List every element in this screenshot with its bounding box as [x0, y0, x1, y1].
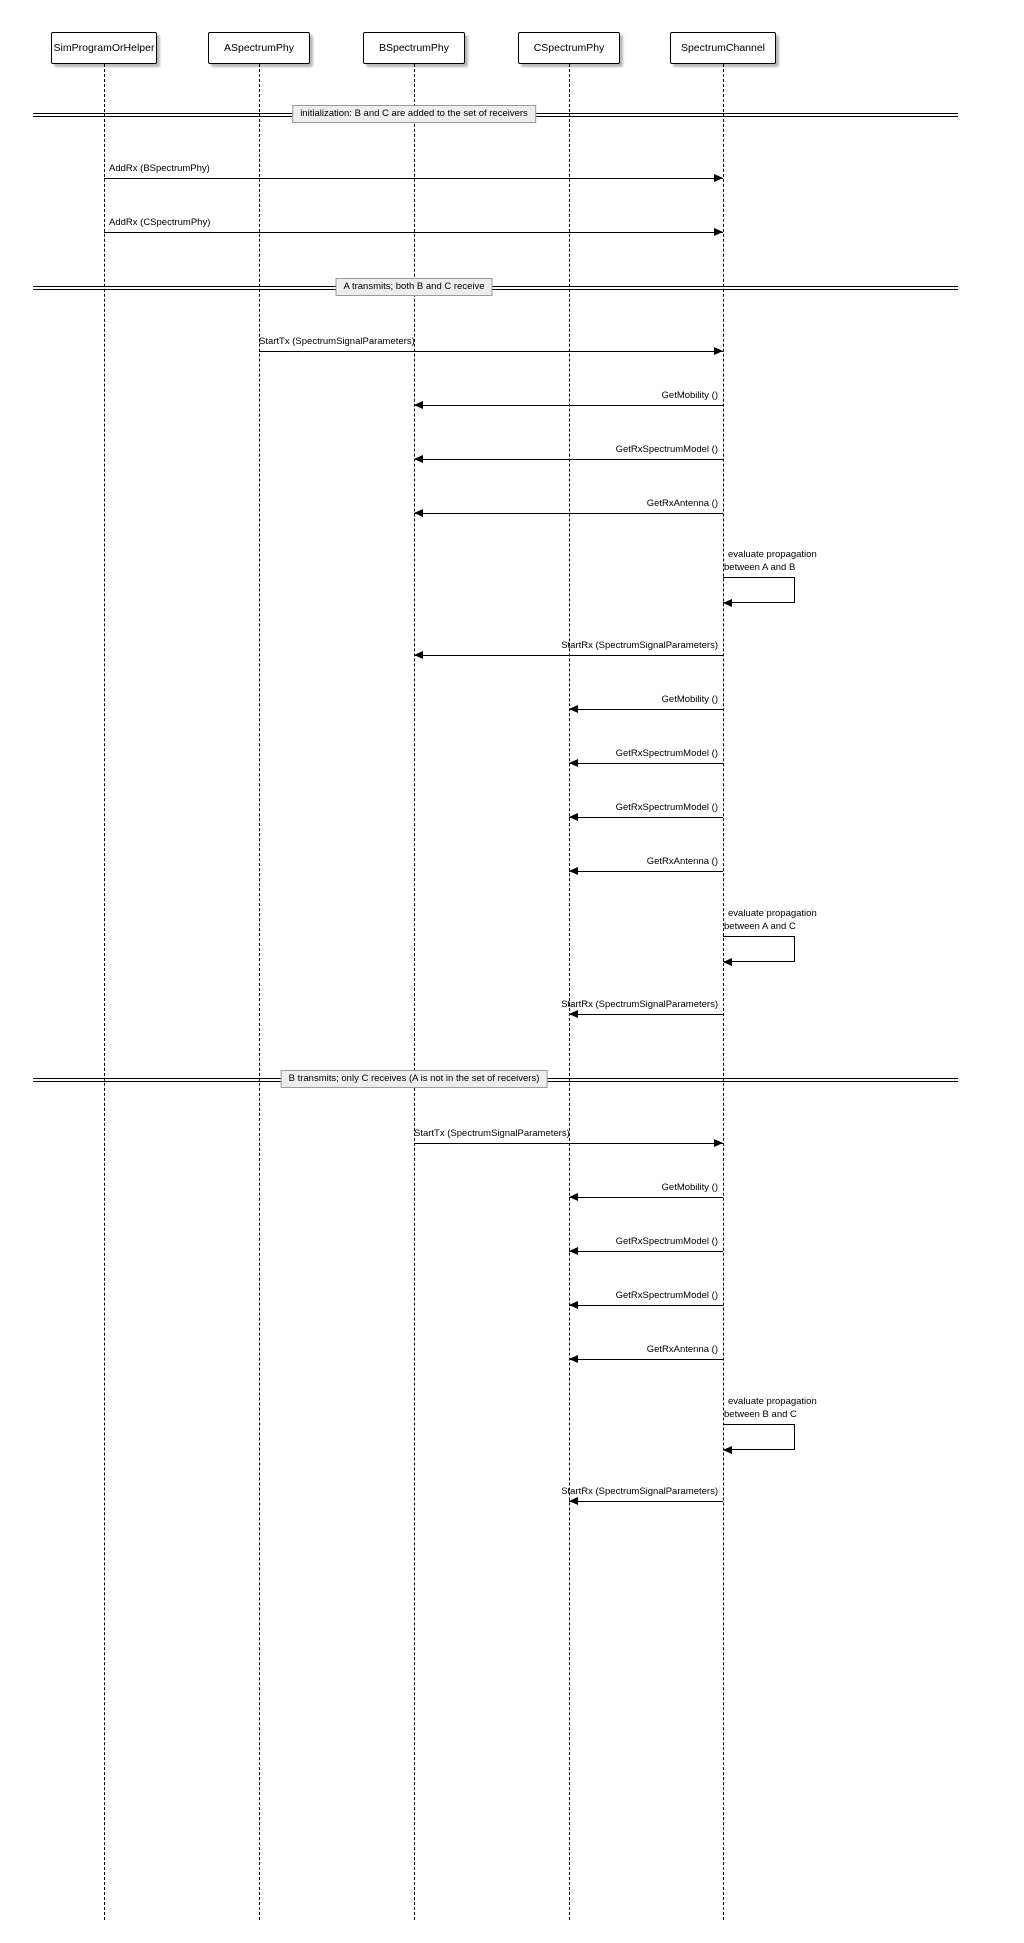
message-label: GetMobility () [661, 390, 718, 401]
self-message-note-line2: between A and C [724, 921, 796, 932]
message-line [569, 1251, 723, 1252]
message-label: GetRxSpectrumModel () [615, 1236, 718, 1247]
arrowhead-icon [714, 174, 723, 182]
separator-label: initialization: B and C are added to the set of receivers [292, 105, 536, 123]
self-message-loop [723, 936, 795, 962]
message-label: GetMobility () [661, 694, 718, 705]
message-label: GetRxAntenna () [646, 1344, 718, 1355]
self-message-note-line1: evaluate propagation [728, 1396, 817, 1407]
separator-label: B transmits; only C receives (A is not in the set of receivers) [281, 1070, 548, 1088]
arrowhead-icon [414, 651, 423, 659]
arrowhead-icon [569, 759, 578, 767]
message-line [414, 1143, 723, 1144]
arrowhead-icon [569, 1301, 578, 1309]
self-message-note-line2: between B and C [724, 1409, 797, 1420]
message-line [104, 178, 723, 179]
message-line [569, 1305, 723, 1306]
lifeline-spectrumchannel [723, 64, 724, 1920]
self-message-loop [723, 1424, 795, 1450]
message-label: StartTx (SpectrumSignalParameters) [414, 1128, 570, 1139]
message-label: GetRxSpectrumModel () [615, 1290, 718, 1301]
message-line [104, 232, 723, 233]
message-line [569, 1014, 723, 1015]
arrowhead-icon [569, 1010, 578, 1018]
lifeline-cspectrumphy [569, 64, 570, 1920]
arrowhead-icon [569, 1193, 578, 1201]
arrowhead-icon [414, 401, 423, 409]
arrowhead-icon [723, 1446, 732, 1454]
self-message-loop [723, 577, 795, 603]
message-label: GetRxSpectrumModel () [615, 748, 718, 759]
separator-label: A transmits; both B and C receive [336, 278, 493, 296]
arrowhead-icon [569, 813, 578, 821]
message-line [569, 1359, 723, 1360]
message-label: GetRxAntenna () [646, 498, 718, 509]
arrowhead-icon [723, 958, 732, 966]
arrowhead-icon [714, 228, 723, 236]
message-line [259, 351, 723, 352]
actor-spectrumchannel[interactable]: SpectrumChannel [670, 32, 776, 64]
self-message-note-line1: evaluate propagation [728, 908, 817, 919]
message-line [569, 871, 723, 872]
message-line [414, 655, 723, 656]
arrowhead-icon [569, 867, 578, 875]
separator-bar [33, 286, 958, 290]
arrowhead-icon [723, 599, 732, 607]
actor-bspectrumphy[interactable]: BSpectrumPhy [363, 32, 465, 64]
self-message-note-line1: evaluate propagation [728, 549, 817, 560]
message-label: AddRx (CSpectrumPhy) [109, 217, 211, 228]
arrowhead-icon [714, 1139, 723, 1147]
arrowhead-icon [414, 455, 423, 463]
arrowhead-icon [569, 1497, 578, 1505]
message-label: GetRxAntenna () [646, 856, 718, 867]
message-label: GetRxSpectrumModel () [615, 444, 718, 455]
message-line [569, 763, 723, 764]
arrowhead-icon [569, 1247, 578, 1255]
lifeline-simprogramorhelper [104, 64, 105, 1920]
message-line [569, 1197, 723, 1198]
message-label: StartRx (SpectrumSignalParameters) [561, 999, 718, 1010]
message-line [414, 513, 723, 514]
actor-cspectrumphy[interactable]: CSpectrumPhy [518, 32, 620, 64]
message-line [569, 709, 723, 710]
actor-aspectrumphy[interactable]: ASpectrumPhy [208, 32, 310, 64]
arrowhead-icon [569, 1355, 578, 1363]
message-line [569, 817, 723, 818]
message-line [569, 1501, 723, 1502]
message-label: StartTx (SpectrumSignalParameters) [259, 336, 415, 347]
message-label: GetMobility () [661, 1182, 718, 1193]
self-message-note-line2: between A and B [724, 562, 796, 573]
actor-simprogramorhelper[interactable]: SimProgramOrHelper [51, 32, 157, 64]
arrowhead-icon [569, 705, 578, 713]
message-label: GetRxSpectrumModel () [615, 802, 718, 813]
message-label: StartRx (SpectrumSignalParameters) [561, 1486, 718, 1497]
message-label: AddRx (BSpectrumPhy) [109, 163, 210, 174]
message-line [414, 459, 723, 460]
message-line [414, 405, 723, 406]
arrowhead-icon [414, 509, 423, 517]
message-label: StartRx (SpectrumSignalParameters) [561, 640, 718, 651]
arrowhead-icon [714, 347, 723, 355]
